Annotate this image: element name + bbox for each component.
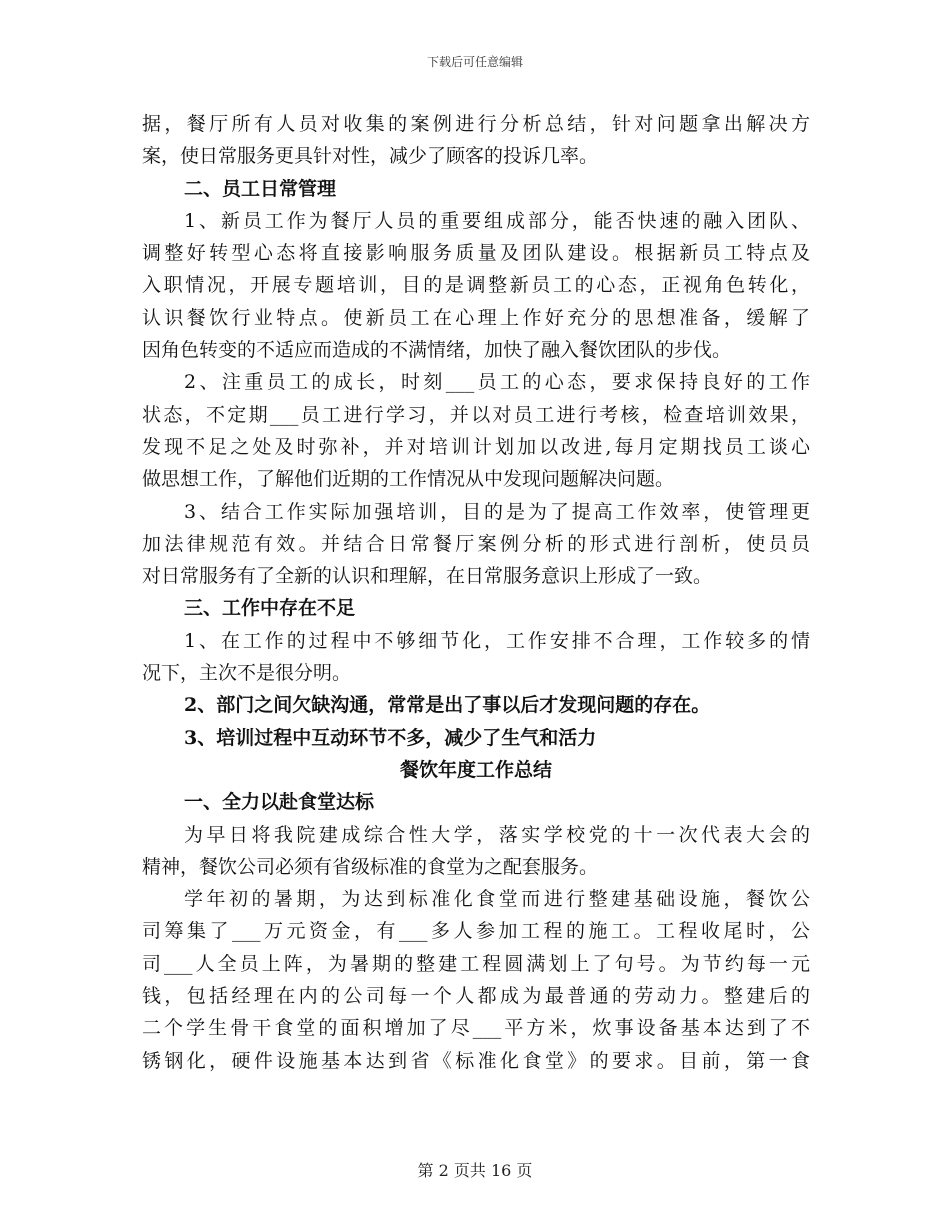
document-title: 餐饮年度工作总结 — [399, 758, 552, 781]
paragraph-line: 钱，包括经理在内的公司每一个人都成为最普通的劳动力。整建后的 — [142, 985, 810, 1008]
paragraph-line: 入职情况，开展专题培训，目的是调整新员工的心态，正视角色转化， — [142, 274, 810, 297]
paragraph-line: 因角色转变的不适应而造成的不满情绪，加快了融入餐饮团队的步伐。 — [142, 339, 732, 362]
paragraph-line: 1、新员工作为餐厅人员的重要组成部分，能否快速的融入团队、 — [184, 209, 810, 232]
paragraph-line: 状态，不定期___员工进行学习，并以对员工进行考核，检查培训效果， — [142, 403, 810, 426]
paragraph-line: 学年初的暑期，为达到标准化食堂而进行整建基础设施，餐饮公 — [184, 888, 810, 911]
paragraph-line: 1、在工作的过程中不够细节化，工作安排不合理，工作较多的情 — [184, 629, 810, 652]
paragraph-line: 司___人全员上阵，为暑期的整建工程圆满划上了句号。为节约每一元 — [142, 952, 810, 975]
section-heading: 3、培训过程中互动环节不多，减少了生气和活力 — [184, 726, 597, 749]
paragraph-line: 二个学生骨干食堂的面积增加了尽___平方米，炊事设备基本达到了不 — [142, 1017, 810, 1040]
paragraph-line: 认识餐饮行业特点。使新员工在心理上作好充分的思想准备，缓解了 — [142, 306, 810, 329]
paragraph-line: 况下，主次不是很分明。 — [142, 662, 352, 685]
paragraph-line: 发现不足之处及时弥补，并对培训计划加以改进,每月定期找员工谈心 — [142, 435, 810, 458]
document-body — [142, 108, 810, 1077]
paragraph-line: 加法律规范有效。并结合日常餐厅案例分析的形式进行剖析，使员员 — [142, 532, 810, 555]
paragraph-line: 做思想工作，了解他们近期的工作情况从中发现问题解决问题。 — [142, 468, 675, 491]
section-heading: 一、全力以赴食堂达标 — [184, 791, 375, 814]
paragraph-line: 2、注重员工的成长，时刻___员工的心态，要求保持良好的工作 — [184, 371, 810, 394]
section-heading: 二、员工日常管理 — [184, 177, 337, 200]
paragraph-line: 锈钢化，硬件设施基本达到省《标准化食堂》的要求。目前，第一食 — [142, 1049, 810, 1072]
paragraph-line: 为早日将我院建成综合性大学，落实学校党的十一次代表大会的 — [184, 823, 810, 846]
paragraph-line: 调整好转型心态将直接影响服务质量及团队建设。根据新员工特点及 — [142, 242, 810, 265]
paragraph-line: 对日常服务有了全新的认识和理解，在日常服务意识上形成了一致。 — [142, 565, 713, 588]
paragraph-line: 司筹集了___万元资金，有___多人参加工程的施工。工程收尾时，公 — [142, 920, 810, 943]
page-footer: 第 2 页共 16 页 — [417, 1161, 533, 1180]
paragraph-line: 案，使日常服务更具针对性，减少了顾客的投诉几率。 — [142, 145, 599, 168]
paragraph-line: 据，餐厅所有人员对收集的案例进行分析总结，针对问题拿出解决方 — [142, 113, 810, 135]
section-heading: 2、部门之间欠缺沟通，常常是出了事以后才发现问题的存在。 — [184, 694, 711, 717]
paragraph-line: 3、结合工作实际加强培训，目的是为了提高工作效率，使管理更 — [184, 500, 810, 523]
page-header: 下载后可任意编辑 — [426, 55, 523, 69]
section-heading: 三、工作中存在不足 — [184, 597, 356, 620]
paragraph-line: 精神，餐饮公司必须有省级标准的食堂为之配套服务。 — [142, 855, 599, 878]
